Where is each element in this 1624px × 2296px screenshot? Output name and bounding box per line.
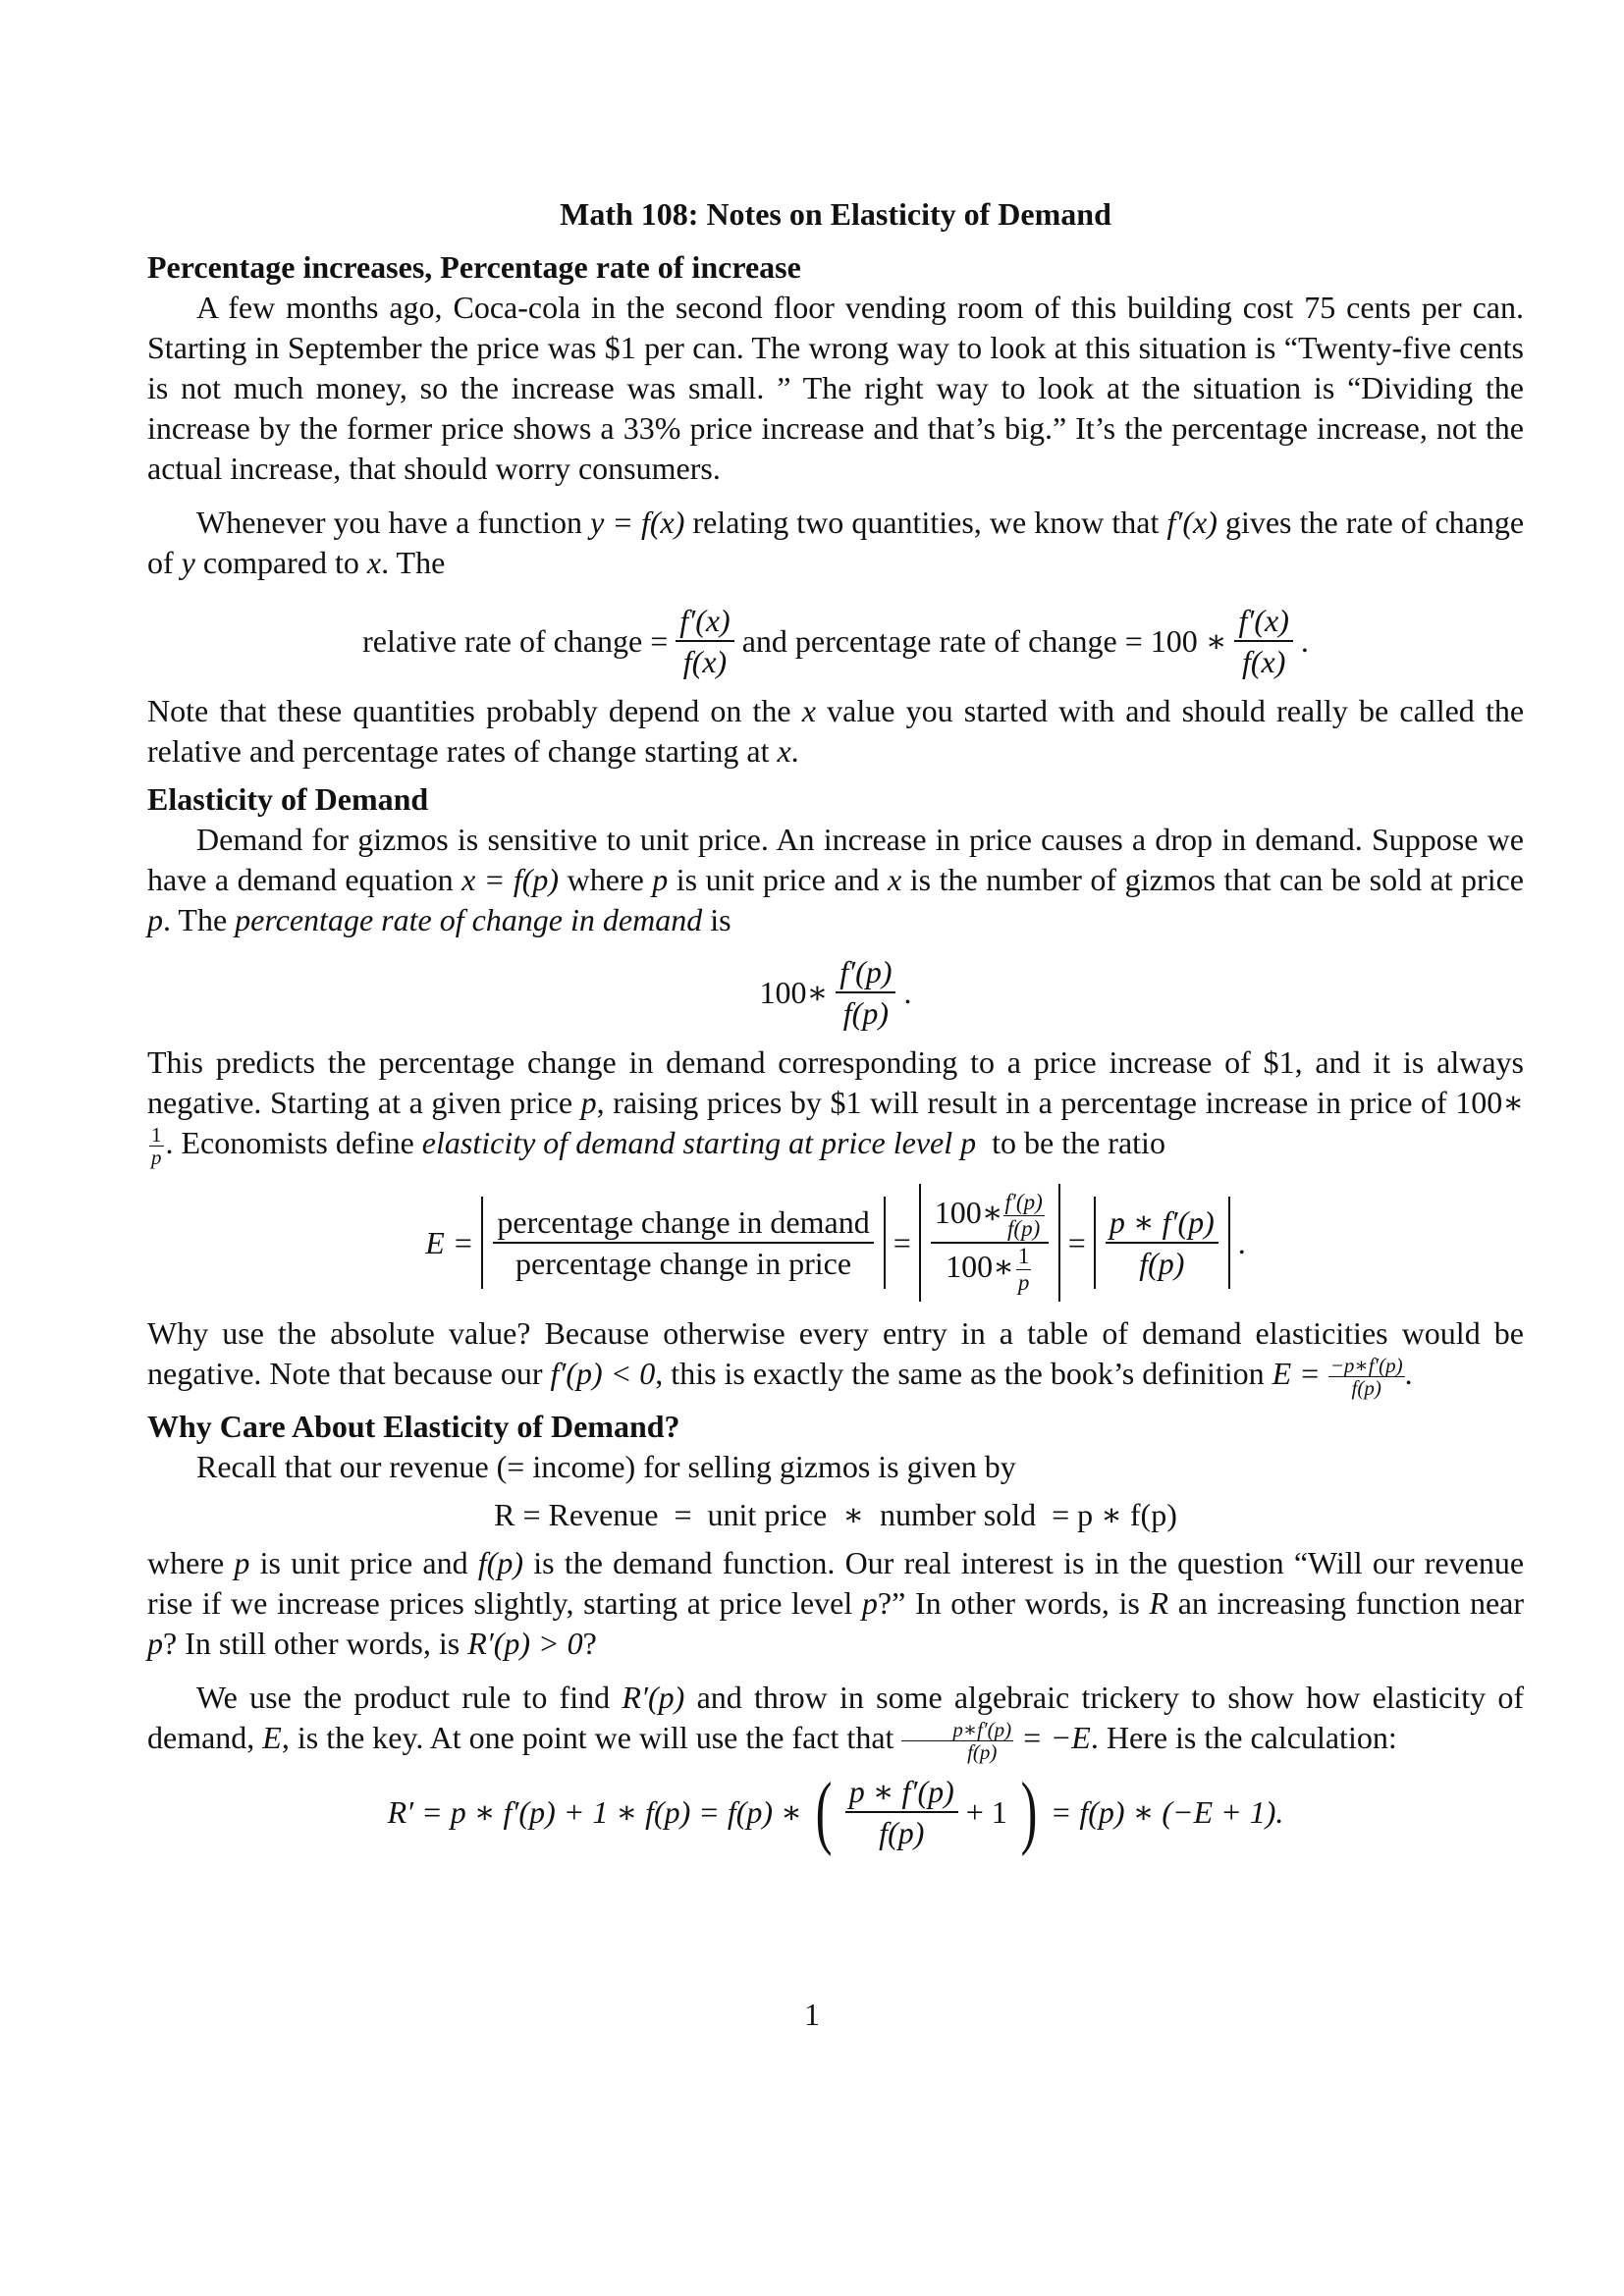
equation-elasticity: E = $\frac{\text{percentage change in demand}}{\text{percentage change in price}}$ = 100∗ $\frac{f'(p)}{f(p)}$ 100∗ $\frac{1}{p}$ = $\frac{p ∗ f'(p)}{f(p)}$ .: [147, 1184, 1524, 1302]
paragraph-function-rate: Whenever you have a function y = f(x) relating two quantities, we know that f′(x) gives the rate of change of y compared to x. The: [147, 505, 1525, 580]
paragraph-predicts: This predicts the percentage change in demand corresponding to a price increase of $1, and it is always negative. Starting at a given price p, raising prices by $1 will result in a percentage increase in price of 100∗ $\frac{1}{p}$ . Economists define elasticity of demand starting at price level p to be the ratio: [147, 1044, 1525, 1170]
equation-revenue-derivative: R′ = p ∗ f′(p) + 1 ∗ f(p) = f(p) ∗ ( $\frac{p ∗ f'(p)}{f(p)}$ + 1 ) = f(p) ∗ (−E + 1).: [387, 1766, 1284, 1858]
paragraph-coca-cola: A few months ago, Coca-cola in the second floor vending room of this building cost 75 cents per can. Starting in September the price was $1 per can. The wrong way to look at this situation is “Twenty-five cents is not much money, so the increase was small. ” The right way to look at the situation is “Dividing the increase by the former price shows a 33% price increase and that’s big.” It’s the percentage increase, not the actual increase, that should worry consumers.: [147, 290, 1524, 486]
section-heading-elasticity: Elasticity of Demand: [147, 781, 429, 817]
paragraph-demand-gizmos: Demand for gizmos is sensitive to unit price. An increase in price causes a drop in demand. Suppose we have a demand equation x = f(p) where p is unit price and x is the number of gizmos that can be sold at price p. The percentage rate of change in demand is: [147, 822, 1525, 937]
paragraph-product-rule: We use the product rule to find R′(p) and throw in some algebraic trickery to show how elasticity of demand, E, is the key. At one point we will use the fact that $\frac{p∗f'(p)}{f(p)}$ = −E. Here is the calculation:: [147, 1680, 1525, 1765]
paragraph-note-depend: Note that these quantities probably depend on the x value you started with and should really be called the relative and percentage rates of change starting at x.: [147, 693, 1525, 769]
section-heading-why-care: Why Care About Elasticity of Demand?: [147, 1409, 680, 1445]
section-heading-percentage: Percentage increases, Percentage rate of increase: [147, 249, 801, 285]
page-title: Math 108: Notes on Elasticity of Demand: [560, 196, 1111, 232]
page-number: 1: [804, 1997, 820, 2032]
document-body: [147, 194, 1525, 1858]
equation-percentage-demand: 100∗ $\frac{f'(p)}{f(p)}$ .: [759, 954, 912, 1031]
paragraph-question: where p is unit price and f(p) is the demand function. Our real interest is in the question “Will our revenue rise if we increase prices slightly, starting at price level p?” In other words, is R an increasing function near p? In still other words, is R′(p) > 0?: [147, 1545, 1525, 1662]
paragraph-revenue: Recall that our revenue (= income) for selling gizmos is given by: [196, 1449, 1016, 1485]
equation-revenue: R = Revenue = unit price ∗ number sold = p ∗ f(p): [494, 1497, 1177, 1533]
equation-relative-rate: relative rate of change = $\frac{f'(x)}{f(x)}$ and percentage rate of change = 100 ∗ $\frac{f'(x)}{f(x)}$ .: [362, 603, 1309, 679]
paragraph-absolute-value: Why use the absolute value? Because otherwise every entry in a table of demand elasticities would be negative. Note that because our f′(p) < 0, this is exactly the same as the book’s definition E = $\frac{-p∗f'(p)}{f(p)}$ .: [147, 1315, 1524, 1401]
